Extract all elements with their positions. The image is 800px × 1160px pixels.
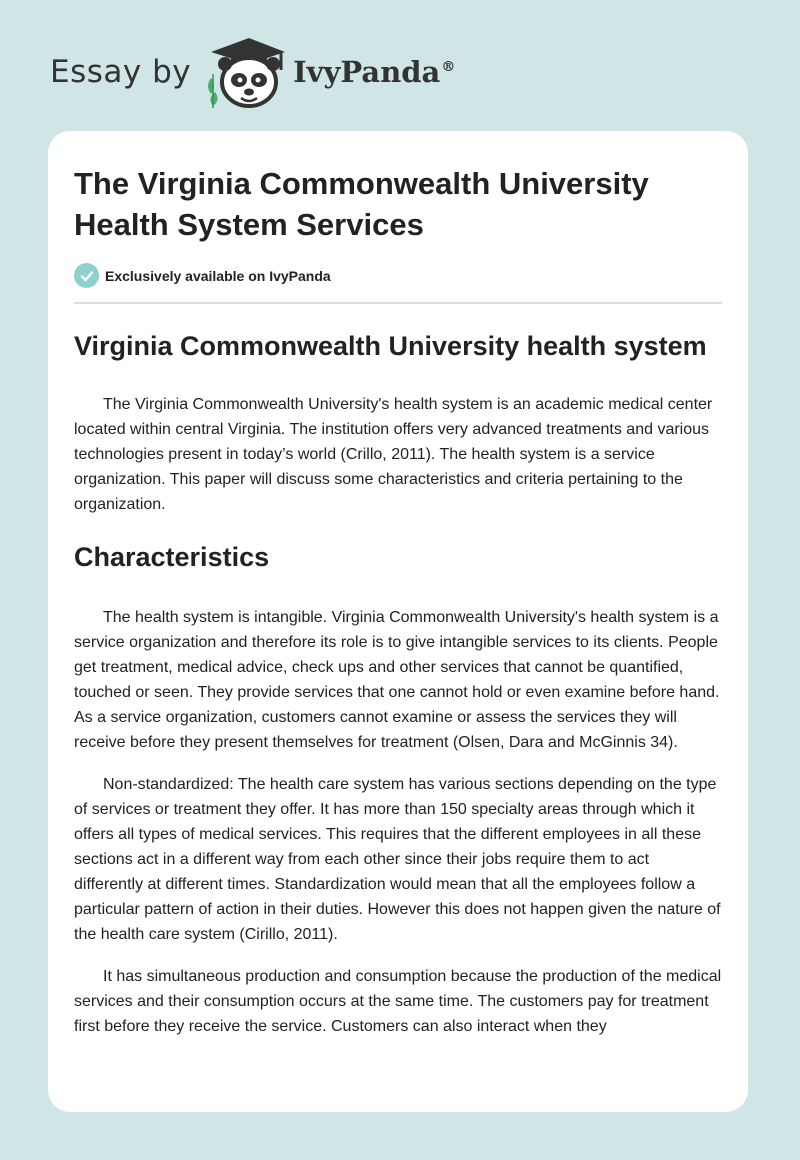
paragraph: The Virginia Commonwealth University's health system is an academic medical center located within central Virginia. The institution offers very advanced treatments and various technologies present in today’s world (Crillo, 2011). The health system is a service organization. This paper will discuss some characteristics and criteria pertaining to the organization. bbox=[74, 396, 713, 513]
exclusive-badge bbox=[74, 263, 722, 304]
essay-card bbox=[48, 131, 748, 1112]
brand-name-text: IvyPanda bbox=[293, 55, 441, 89]
registered-mark: ® bbox=[441, 59, 456, 76]
paragraph: The health system is intangible. Virginia Commonwealth University's health system is a service organization and therefore its role is to give intangible services to its clients. People get treatment, medical advice, check ups and other services that cannot be quantified, touched or seen. They provide services that one cannot hold or even examine before hand. As a service organization, customers cannot examine or assess the services they will receive before they present themselves for treatment (Olsen, Dara and McGinnis 34). bbox=[74, 609, 720, 751]
check-icon bbox=[74, 263, 99, 288]
site-header bbox=[50, 34, 455, 110]
badge-label: Exclusively available on IvyPanda bbox=[105, 267, 331, 284]
paragraph: It has simultaneous production and consumption because the production of the medical services and their consumption occurs at the same time. The customers pay for treatment first before they receive the service. Customers can also interact when they bbox=[74, 968, 722, 1035]
brand-name bbox=[293, 55, 455, 89]
section-heading: Characteristics bbox=[74, 542, 270, 572]
page-title: The Virginia Commonwealth University Health System Services bbox=[74, 166, 649, 242]
section-heading: Virginia Commonwealth University health system bbox=[74, 331, 707, 361]
essay-by-label: Essay by bbox=[50, 54, 192, 90]
paragraph: Non-standardized: The health care system has various sections depending on the type of services or treatment they offer. It has more than 150 specialty areas through which it offers all types of medical services. This requires that the different employees in all these sections act in a different way from each other since their jobs require them to act differently at different times. Standardization would mean that all the employees follow a particular pattern of action in their duties. However this does not happen given the nature of the health care system (Cirillo, 2011). bbox=[74, 776, 721, 943]
ivypanda-logo-icon bbox=[201, 34, 289, 110]
